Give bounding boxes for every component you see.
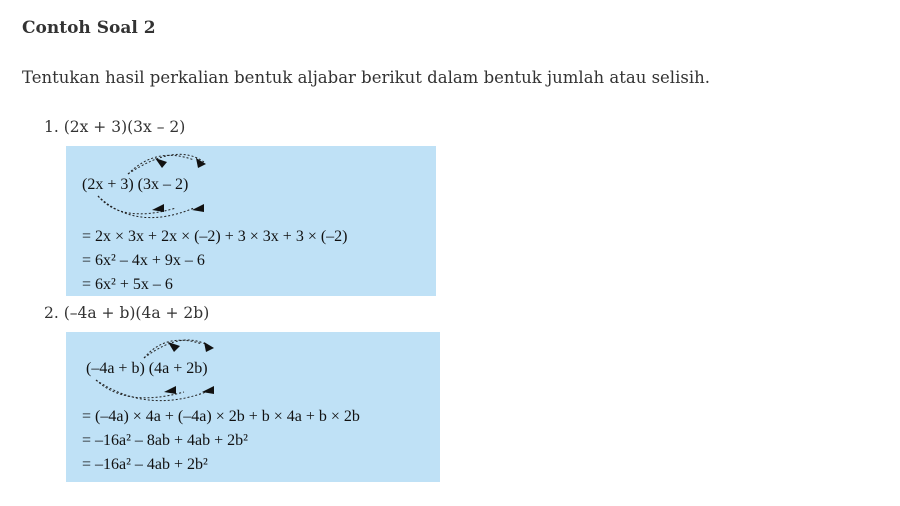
problem-1-step-2: = 6x² – 4x + 9x – 6 — [82, 252, 205, 269]
problem-1-step-1: = 2x × 3x + 2x × (–2) + 3 × 3x + 3 × (–2) — [82, 228, 348, 245]
distribution-arrows-icon — [66, 146, 436, 296]
problem-2-label: 2. (–4a + b)(4a + 2b) — [44, 304, 210, 322]
problem-1-solution-box — [66, 146, 436, 296]
instruction-text: Tentukan hasil perkalian bentuk aljabar berikut dalam bentuk jumlah atau selisih. — [22, 68, 710, 87]
example-heading: Contoh Soal 2 — [22, 18, 156, 38]
problem-2-step-2: = –16a² – 8ab + 4ab + 2b² — [82, 432, 248, 449]
problem-2-solution-box — [66, 332, 440, 482]
problem-1-step-3: = 6x² + 5x – 6 — [82, 276, 173, 293]
problem-2-expression: (–4a + b) (4a + 2b) — [86, 360, 208, 377]
problem-1-expression: (2x + 3) (3x – 2) — [82, 176, 189, 193]
problem-2-step-1: = (–4a) × 4a + (–4a) × 2b + b × 4a + b × 2b — [82, 408, 360, 425]
problem-2-step-3: = –16a² – 4ab + 2b² — [82, 456, 208, 473]
problem-1-label: 1. (2x + 3)(3x – 2) — [44, 118, 186, 136]
